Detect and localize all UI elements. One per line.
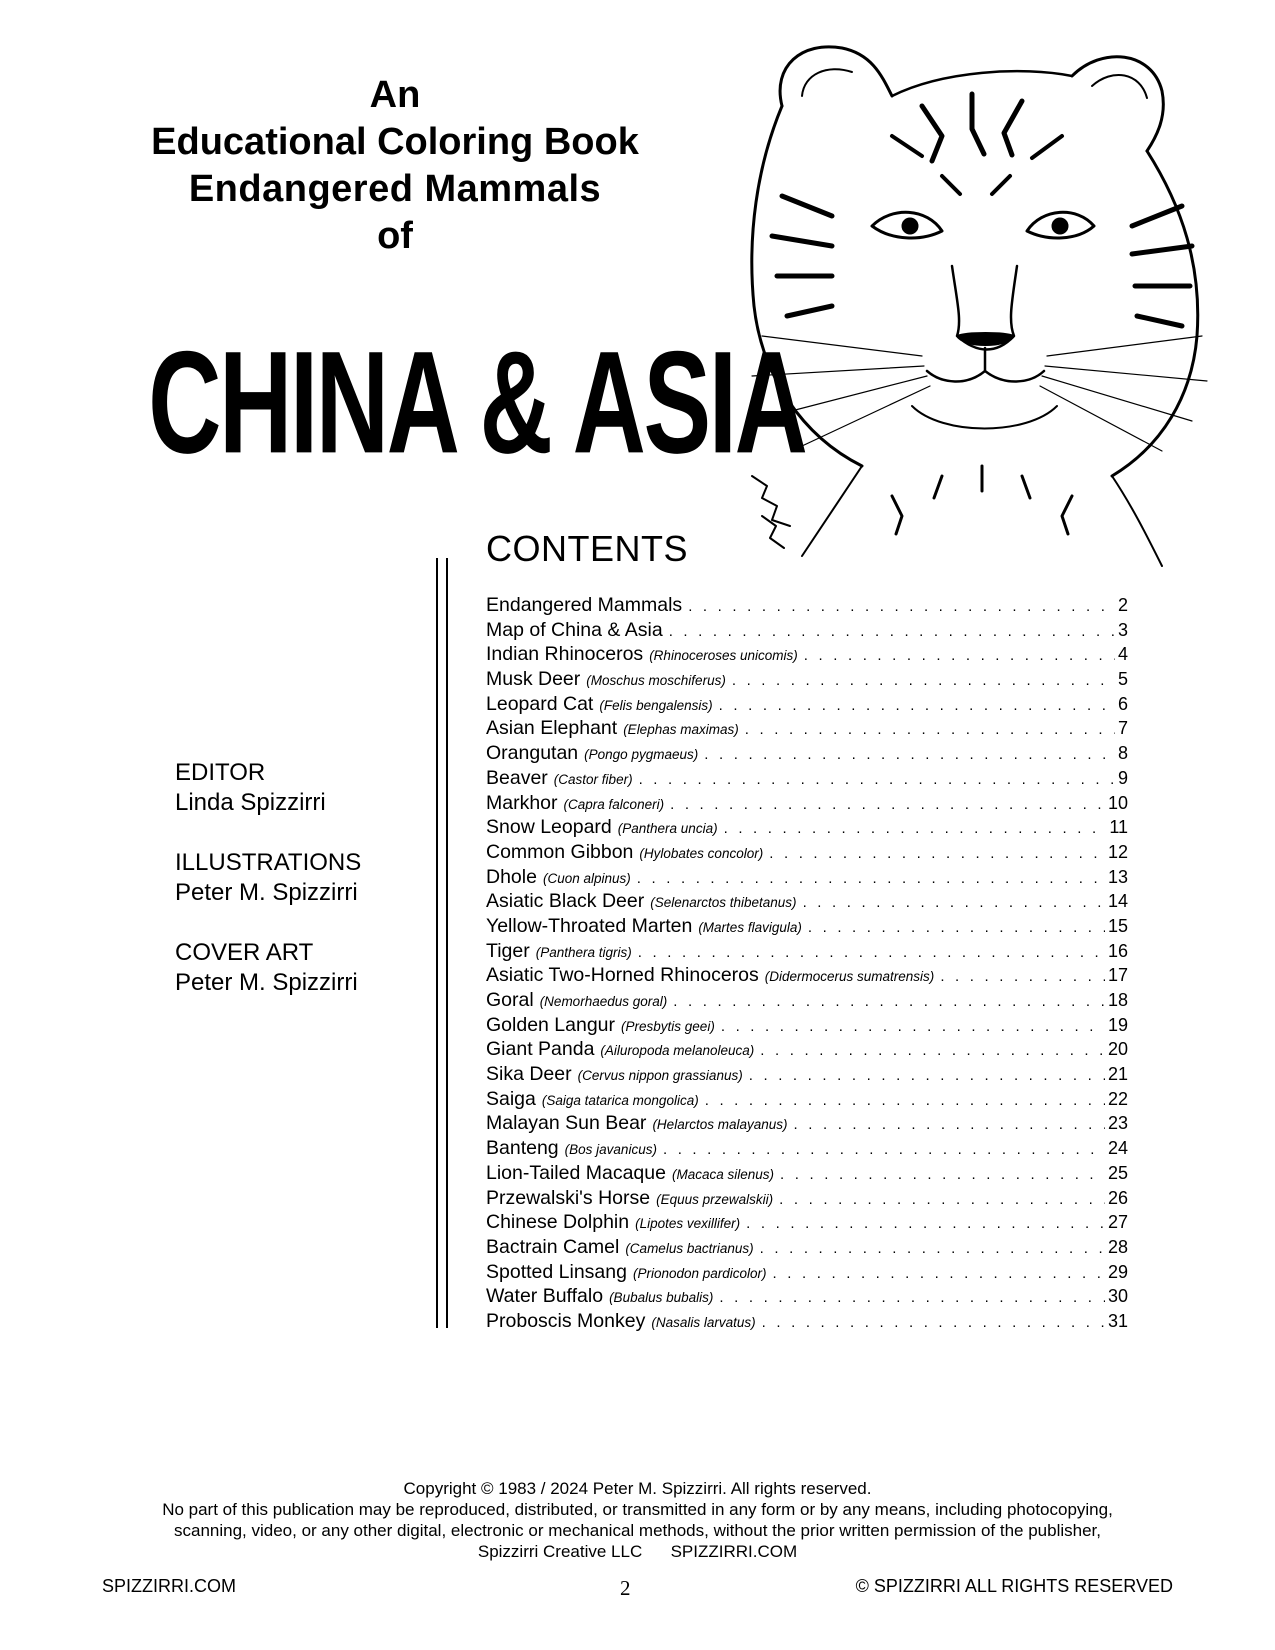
toc-entry-scientific-name: (Hylobates concolor) bbox=[639, 845, 764, 861]
toc-entry bbox=[486, 1211, 1128, 1236]
toc-entry-page: 2 bbox=[1117, 595, 1128, 615]
toc-entry-title: Golden Langur bbox=[486, 1013, 616, 1036]
toc-entry-scientific-name: (Nemorhaedus goral) bbox=[539, 994, 668, 1009]
toc-entry bbox=[486, 619, 1128, 644]
toc-entry-page: 16 bbox=[1107, 940, 1128, 961]
toc-entry-page: 27 bbox=[1107, 1212, 1128, 1233]
toc-entry-page: 23 bbox=[1107, 1113, 1128, 1134]
toc-entry-scientific-name: (Rhinoceroses unicomis) bbox=[649, 648, 798, 664]
contents-heading: CONTENTS bbox=[486, 528, 688, 569]
toc-leader-dots bbox=[808, 919, 1105, 936]
toc-entry bbox=[486, 1285, 1128, 1310]
toc-entry bbox=[486, 767, 1128, 792]
toc-leader-dots bbox=[719, 1289, 1105, 1306]
toc-entry-title: Malayan Sun Bear bbox=[486, 1112, 647, 1135]
title-line-2: Educational Coloring Book bbox=[151, 121, 639, 163]
toc-entry-scientific-name: (Elephas maximas) bbox=[623, 722, 739, 738]
credit-role: COVER ART bbox=[175, 939, 314, 966]
toc-leader-dots bbox=[639, 771, 1115, 788]
toc-entry-page: 30 bbox=[1107, 1286, 1128, 1307]
toc-entry bbox=[486, 1310, 1128, 1335]
credit-illustrations bbox=[175, 848, 361, 908]
credit-name: Peter M. Spizzirri bbox=[175, 879, 358, 906]
toc-entry-title: Tiger bbox=[486, 939, 530, 962]
credit-cover-art bbox=[175, 938, 361, 998]
toc-entry-title: Markhor bbox=[486, 791, 558, 814]
toc-entry bbox=[486, 816, 1128, 841]
toc-entry bbox=[486, 1187, 1128, 1212]
copyright-line: Spizzirri Creative LLC SPIZZIRRI.COM bbox=[477, 1542, 798, 1561]
toc-entry-title: Snow Leopard bbox=[486, 816, 612, 839]
toc-entry-title: Common Gibbon bbox=[486, 840, 634, 863]
toc-entry-title: Leopard Cat bbox=[486, 692, 594, 715]
toc-entry-title: Asiatic Black Deer bbox=[486, 890, 645, 913]
toc-entry-scientific-name: (Cervus nippon grassianus) bbox=[577, 1068, 743, 1084]
toc-entry-title: Beaver bbox=[486, 766, 548, 789]
toc-entry-page: 20 bbox=[1107, 1039, 1128, 1060]
toc-leader-dots bbox=[732, 672, 1115, 689]
credit-name: Peter M. Spizzirri bbox=[175, 969, 358, 996]
toc-entry-title: Asian Elephant bbox=[486, 717, 618, 740]
toc-entry bbox=[486, 717, 1128, 742]
toc-entry-title: Saiga bbox=[486, 1087, 536, 1110]
toc-entry-title: Endangered Mammals bbox=[486, 594, 683, 616]
toc-entry-scientific-name: (Presbytis geei) bbox=[621, 1018, 715, 1034]
toc-entry-page: 9 bbox=[1117, 767, 1128, 788]
toc-leader-dots bbox=[638, 944, 1105, 961]
toc-entry-title: Chinese Dolphin bbox=[486, 1211, 630, 1234]
toc-entry-scientific-name: (Bubalus bubalis) bbox=[609, 1290, 714, 1306]
toc-entry-scientific-name: (Camelus bactrianus) bbox=[625, 1240, 754, 1256]
toc-leader-dots bbox=[803, 894, 1105, 911]
toc-entry bbox=[486, 668, 1128, 693]
toc-entry-title: Lion-Tailed Macaque bbox=[486, 1161, 666, 1184]
toc-entry-page: 28 bbox=[1107, 1236, 1128, 1257]
toc-entry-scientific-name: (Castor fiber) bbox=[553, 771, 633, 787]
toc-entry bbox=[486, 1063, 1128, 1088]
toc-entry-page: 17 bbox=[1107, 965, 1128, 986]
toc-entry-scientific-name: (Capra falconeri) bbox=[563, 796, 665, 812]
toc-entry-page: 11 bbox=[1109, 817, 1128, 838]
toc-entry bbox=[486, 1162, 1128, 1187]
toc-leader-dots bbox=[704, 746, 1115, 763]
toc-leader-dots bbox=[670, 796, 1105, 813]
toc-entry-title: Giant Panda bbox=[486, 1038, 595, 1061]
credits bbox=[175, 758, 361, 1028]
toc-entry-scientific-name: (Moschus moschiferus) bbox=[586, 673, 726, 689]
toc-entry bbox=[486, 940, 1128, 965]
toc-entry-scientific-name: (Nasalis larvatus) bbox=[651, 1314, 756, 1330]
toc-entry-page: 6 bbox=[1117, 693, 1128, 714]
toc-entry-page: 12 bbox=[1107, 841, 1128, 862]
toc-entry-title: Indian Rhinoceros bbox=[486, 643, 644, 666]
toc-entry-title: Musk Deer bbox=[486, 668, 581, 691]
toc-leader-dots bbox=[760, 1042, 1105, 1059]
copyright-line: No part of this publication may be reproduced, distributed, or transmitted in any form or by any means, including photocopying, bbox=[162, 1500, 1113, 1519]
copyright-line: Copyright © 1983 / 2024 Peter M. Spizzirri. All rights reserved. bbox=[403, 1479, 872, 1498]
toc-entry bbox=[486, 742, 1128, 767]
toc-entry bbox=[486, 693, 1128, 718]
toc-leader-dots bbox=[724, 820, 1107, 837]
footer-rights: © SPIZZIRRI ALL RIGHTS RESERVED bbox=[855, 1576, 1173, 1596]
toc-entry-page: 8 bbox=[1117, 743, 1128, 764]
toc-entry bbox=[486, 792, 1128, 817]
divider-line-right bbox=[446, 558, 448, 1328]
toc-leader-dots bbox=[773, 1265, 1105, 1282]
toc-entry-title: Map of China & Asia bbox=[486, 618, 663, 641]
toc-leader-dots bbox=[780, 1166, 1105, 1183]
toc-leader-dots bbox=[762, 1314, 1105, 1331]
toc-entry-page: 29 bbox=[1107, 1261, 1128, 1282]
toc-entry-page: 24 bbox=[1107, 1138, 1128, 1159]
toc-entry-title: Przewalski's Horse bbox=[486, 1186, 651, 1209]
credit-role: EDITOR bbox=[175, 759, 266, 786]
toc-entry-scientific-name: (Ailuropoda melanoleuca) bbox=[600, 1043, 755, 1059]
toc-entry bbox=[486, 594, 1128, 619]
toc-entry-scientific-name: (Panthera uncia) bbox=[617, 821, 718, 837]
title-line-4: of bbox=[377, 215, 413, 257]
toc-entry-page: 26 bbox=[1107, 1187, 1128, 1208]
toc-entry-page: 4 bbox=[1117, 644, 1128, 665]
credit-editor bbox=[175, 758, 361, 818]
toc-entry bbox=[486, 1112, 1128, 1137]
toc-entry-page: 22 bbox=[1107, 1088, 1128, 1109]
toc-entry-scientific-name: (Pongo pygmaeus) bbox=[584, 747, 699, 763]
book-title-block bbox=[100, 72, 690, 260]
copyright-line: scanning, video, or any other digital, electronic or mechanical methods, without the prior written permission of the publisher, bbox=[174, 1521, 1101, 1540]
title-line-3: Endangered Mammals bbox=[188, 168, 602, 210]
toc-leader-dots bbox=[688, 598, 1115, 615]
toc-entry-scientific-name: (Felis bengalensis) bbox=[599, 697, 713, 713]
title-line-1: An bbox=[369, 74, 421, 116]
toc-entry bbox=[486, 1038, 1128, 1063]
toc-entry-page: 15 bbox=[1107, 915, 1128, 936]
copyright-notice bbox=[60, 1478, 1215, 1562]
toc-entry-title: Sika Deer bbox=[486, 1063, 572, 1086]
toc-entry-page: 19 bbox=[1107, 1014, 1128, 1035]
toc-entry-page: 21 bbox=[1107, 1064, 1128, 1085]
toc-entry-title: Water Buffalo bbox=[486, 1285, 604, 1308]
toc-leader-dots bbox=[719, 697, 1115, 714]
toc-leader-dots bbox=[663, 1141, 1105, 1158]
toc-leader-dots bbox=[760, 1240, 1105, 1257]
toc-entry-scientific-name: (Helarctos malayanus) bbox=[652, 1117, 788, 1133]
toc-entry bbox=[486, 964, 1128, 989]
toc-entry bbox=[486, 1261, 1128, 1286]
toc-entry bbox=[486, 1014, 1128, 1039]
toc-leader-dots bbox=[637, 870, 1105, 887]
toc-entry-page: 10 bbox=[1107, 792, 1128, 813]
toc-entry-title: Goral bbox=[486, 989, 534, 1011]
toc-leader-dots bbox=[745, 721, 1115, 738]
toc-entry-page: 25 bbox=[1107, 1162, 1128, 1183]
toc-entry-page: 13 bbox=[1107, 866, 1128, 887]
toc-entry bbox=[486, 1137, 1128, 1162]
toc-entry-page: 5 bbox=[1117, 669, 1128, 690]
toc-entry-page: 7 bbox=[1117, 718, 1128, 739]
toc-entry-scientific-name: (Macaca silenus) bbox=[671, 1166, 774, 1182]
toc-entry-title: Spotted Linsang bbox=[486, 1260, 627, 1283]
toc-leader-dots bbox=[793, 1116, 1104, 1133]
toc-entry-scientific-name: (Saiga tatarica mongolica) bbox=[541, 1092, 699, 1108]
footer-website: SPIZZIRRI.COM bbox=[102, 1576, 236, 1596]
toc-entry-scientific-name: (Panthera tigris) bbox=[535, 944, 632, 960]
toc-leader-dots bbox=[669, 623, 1115, 640]
credit-role: ILLUSTRATIONS bbox=[175, 849, 362, 876]
toc-entry-page: 3 bbox=[1117, 619, 1128, 640]
toc-entry bbox=[486, 866, 1128, 891]
credit-name: Linda Spizzirri bbox=[175, 789, 326, 816]
toc-entry-scientific-name: (Bos javanicus) bbox=[564, 1142, 657, 1158]
tiger-illustration bbox=[742, 36, 1212, 580]
toc-entry-title: Dhole bbox=[486, 865, 537, 888]
toc-leader-dots bbox=[749, 1067, 1105, 1084]
divider-line-left bbox=[436, 558, 438, 1328]
toc-leader-dots bbox=[769, 845, 1105, 862]
toc-entry-title: Asiatic Two-Horned Rhinoceros bbox=[486, 964, 759, 987]
toc-entry-scientific-name: (Martes flavigula) bbox=[698, 919, 802, 935]
toc-leader-dots bbox=[746, 1215, 1105, 1232]
toc-entry-page: 18 bbox=[1107, 990, 1128, 1010]
toc-entry bbox=[486, 1088, 1128, 1113]
toc-entry-scientific-name: (Lipotes vexillifer) bbox=[635, 1216, 741, 1232]
toc-entry-title: Banteng bbox=[486, 1137, 559, 1160]
toc-entry bbox=[486, 989, 1128, 1014]
toc-entry-scientific-name: (Didermocerus sumatrensis) bbox=[764, 969, 935, 985]
toc-entry-page: 31 bbox=[1107, 1310, 1128, 1331]
toc-leader-dots bbox=[673, 993, 1105, 1010]
toc-entry-title: Bactrain Camel bbox=[486, 1235, 620, 1258]
toc-leader-dots bbox=[804, 647, 1115, 664]
toc-entry bbox=[486, 643, 1128, 668]
toc-entry-scientific-name: (Selenarctos thibetanus) bbox=[650, 895, 797, 911]
toc-entry-title: Orangutan bbox=[486, 742, 579, 765]
toc-entry bbox=[486, 841, 1128, 866]
toc-entry-scientific-name: (Prionodon pardicolor) bbox=[632, 1265, 767, 1281]
toc-entry-scientific-name: (Cuon alpinus) bbox=[542, 870, 631, 886]
toc-entry bbox=[486, 1236, 1128, 1261]
table-of-contents bbox=[486, 594, 1128, 1335]
toc-entry bbox=[486, 915, 1128, 940]
toc-leader-dots bbox=[721, 1018, 1105, 1035]
toc-leader-dots bbox=[779, 1191, 1105, 1208]
toc-entry bbox=[486, 890, 1128, 915]
toc-leader-dots bbox=[705, 1092, 1105, 1109]
toc-entry-title: Proboscis Monkey bbox=[486, 1309, 646, 1332]
big-title: CHINA & ASIA bbox=[148, 320, 806, 484]
page-number: 2 bbox=[620, 1576, 631, 1600]
toc-entry-scientific-name: (Equus przewalskii) bbox=[656, 1191, 774, 1207]
toc-entry-title: Yellow-Throated Marten bbox=[486, 914, 693, 937]
toc-entry-page: 14 bbox=[1107, 891, 1128, 912]
toc-leader-dots bbox=[940, 968, 1105, 985]
